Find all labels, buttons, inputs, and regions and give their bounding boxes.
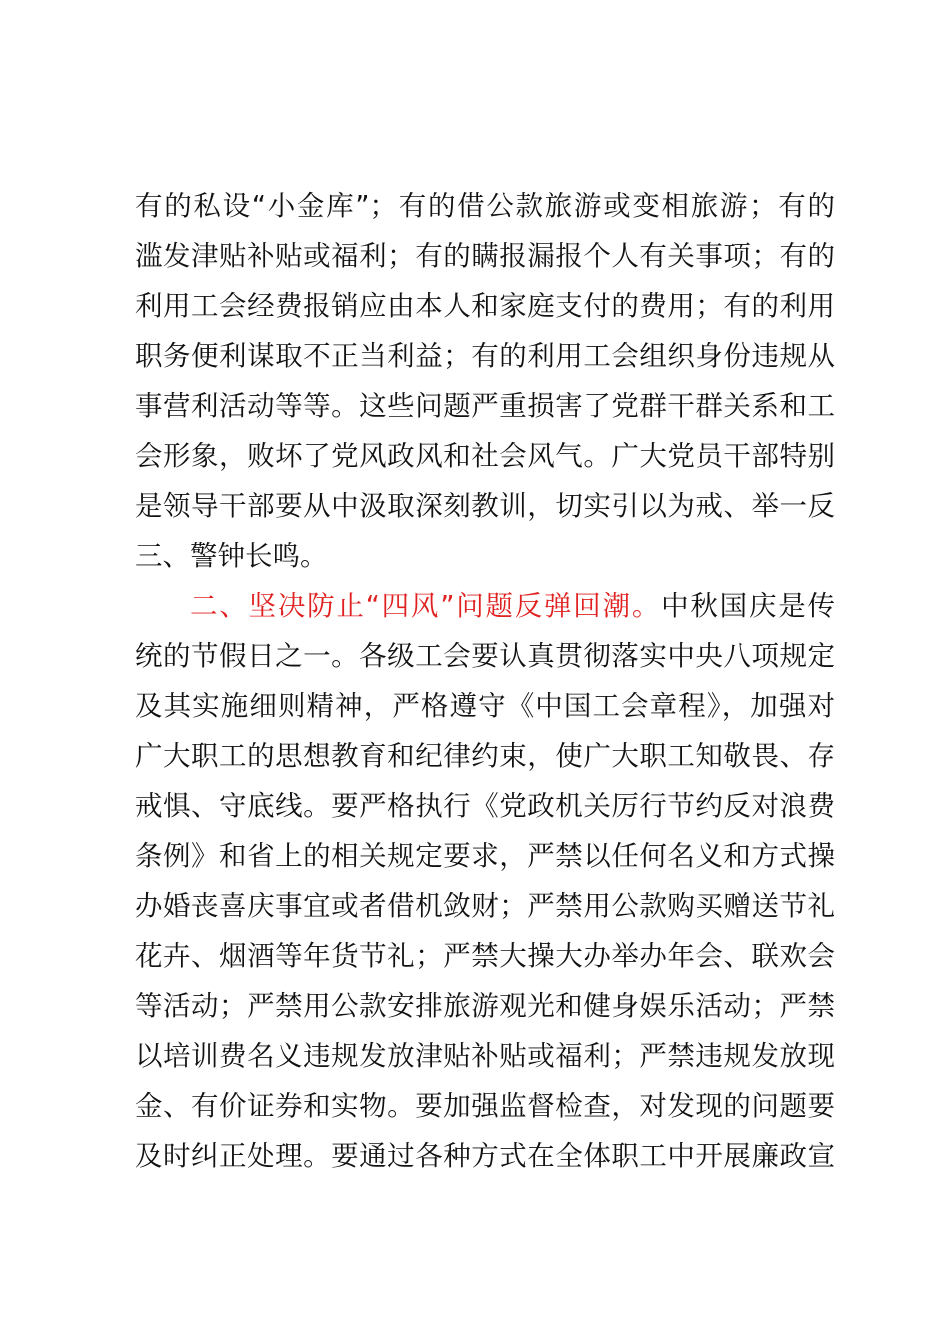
paragraph-line: 三、警钟长鸣。 [135,540,328,572]
paragraph-line: 利用工会经费报销应由本人和家庭支付的费用；有的利用 [135,290,835,322]
paragraph-line: 条例》和省上的相关规定要求，严禁以任何名义和方式操 [135,840,835,872]
paragraph-line: 有的私设“小金库”；有的借公款旅游或变相旅游；有的 [135,190,835,222]
paragraph-line: 办婚丧喜庆事宜或者借机敛财；严禁用公款购买赠送节礼 [135,890,835,922]
paragraph-line: 统的节假日之一。各级工会要认真贯彻落实中央八项规定 [135,640,835,672]
paragraph-line: 滥发津贴补贴或福利；有的瞒报漏报个人有关事项；有的 [135,240,835,272]
document-body [135,181,835,1181]
paragraph-line: 等活动；严禁用公款安排旅游观光和健身娱乐活动；严禁 [135,990,835,1022]
section-heading-continuation: 中秋国庆是传 [661,590,836,622]
paragraph-line: 及其实施细则精神，严格遵守《中国工会章程》，加强对 [135,690,835,722]
paragraph-line: 会形象，败坏了党风政风和社会风气。广大党员干部特别 [135,440,835,472]
paragraph-line: 职务便利谋取不正当利益；有的利用工会组织身份违规从 [135,340,835,372]
paragraph-line: 事营利活动等等。这些问题严重损害了党群干群关系和工 [135,390,835,422]
paragraph-line: 花卉、烟酒等年货节礼；严禁大操大办举办年会、联欢会 [135,940,835,972]
section-heading: 二、坚决防止“四风”问题反弹回潮。 [190,590,662,622]
paragraph-line: 以培训费名义违规发放津贴补贴或福利；严禁违规发放现 [135,1040,835,1072]
paragraph-line: 金、有价证券和实物。要加强监督检查，对发现的问题要 [135,1090,835,1122]
paragraph-line: 戒惧、守底线。要严格执行《党政机关厉行节约反对浪费 [135,790,835,822]
paragraph-line: 广大职工的思想教育和纪律约束，使广大职工知敬畏、存 [135,740,835,772]
paragraph-line: 及时纠正处理。要通过各种方式在全体职工中开展廉政宣 [135,1140,835,1172]
paragraph-line: 是领导干部要从中汲取深刻教训，切实引以为戒、举一反 [135,490,835,522]
section-two-first-line [135,581,835,631]
